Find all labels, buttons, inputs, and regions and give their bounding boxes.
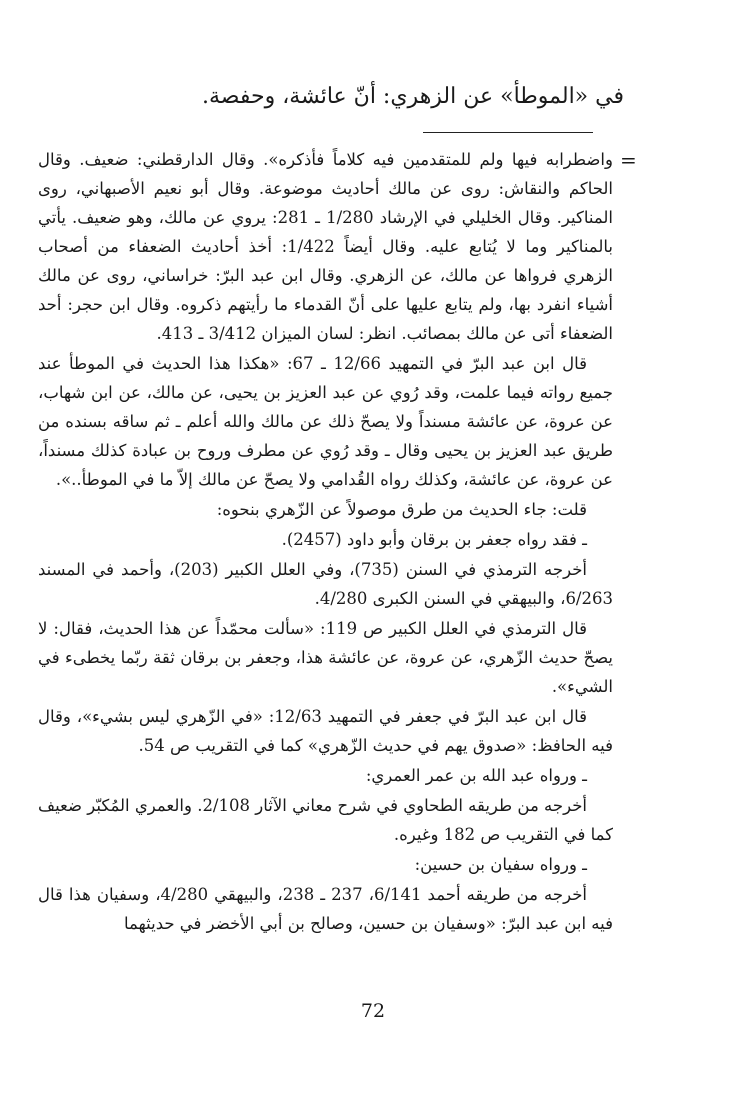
paragraph-continued: واضطرابه فيها ولم للمتقدمين فيه كلاماً فأذكره». وقال الدارقطني: ضعيف. وقال الحاكم والنقاش: روى عن مالك أحاديث موضوعة. وقال أبو نعيم الأصبهاني، روى المناكير. وقال الخليلي في الإرشاد 1/280 ـ 281: يروي عن مالك، وهو ضعيف. يأتي بالمناكير وما لا يُتابع عليه. وقال أيضاً 1/422: أخذ أحاديث الضعفاء من أصحاب الزهري فرواها عن مالك، عن الزهري. وقال ابن عبد البرّ: خراساني، روى عن مالك أشياء انفرد بها، ولم يتابع عليها على أنّ القدماء ما رأيتهم ذكروه. وقال ابن حجر: أحد الضعفاء أتى عن مالك بمصائب. انظر: لسان الميزان 3/412 ـ 413. bbox=[38, 150, 613, 343]
paragraph-qultu: قلت: جاء الحديث من طرق موصولاً عن الزّهري بنحوه: bbox=[216, 500, 587, 519]
continuation-mark: = bbox=[620, 148, 637, 172]
footnote-text bbox=[38, 145, 613, 939]
paragraph-jafar-tamhid: قال ابن عبد البرّ في جعفر في التمهيد 12/63: «في الزّهري ليس بشيء»، وقال فيه الحافظ: «صدوق يهم في حديث الزّهري» كما في التقريب ص 54. bbox=[38, 707, 613, 755]
paragraph-jafar: ـ فقد رواه جعفر بن برقان وأبو داود (2457). bbox=[281, 530, 587, 549]
page-number: 72 bbox=[360, 1000, 386, 1022]
paragraph-tirmidhi-ilal: قال الترمذي في العلل الكبير ص 119: «سألت محمّداً عن هذا الحديث، فقال: لا يصحّ حديث الزّهري، عن عروة، عن عائشة هذا، وجعفر بن برقان ثقة ربّما يخطىء في الشيء». bbox=[38, 619, 613, 696]
running-header: في «الموطأ» عن الزهري: أنّ عائشة، وحفصة. bbox=[201, 84, 624, 109]
header-rule bbox=[423, 132, 593, 133]
paragraph-umari: ـ ورواه عبد الله بن عمر العمري: bbox=[365, 766, 587, 785]
paragraph-ahmad: أخرجه من طريقه أحمد 6/141، 237 ـ 238، والبيهقي 4/280، وسفيان هذا قال فيه ابن عبد البرّ: «وسفيان بن حسين، وصالح بن أبي الأخضر في حديثهما bbox=[38, 885, 613, 933]
paragraph-sufyan: ـ ورواه سفيان بن حسين: bbox=[414, 855, 587, 874]
paragraph-tahawi: أخرجه من طريقه الطحاوي في شرح معاني الآثار 2/108. والعمري المُكبّر ضعيف كما في التقريب ص 182 وغيره. bbox=[37, 796, 613, 844]
paragraph-ibn-abd-albarr: قال ابن عبد البرّ في التمهيد 12/66 ـ 67: «هكذا هذا الحديث في الموطأ عند جميع رواته فيما علمت، وقد رُوي عن عبد العزيز بن يحيى، عن مالك، عن ابن شهاب، عن عروة، عن عائشة مسنداً ولا يصحّ ذلك عن مالك والله أعلم ـ ثم ساقه بسنده من طريق عبد العزيز بن يحيى وقال ـ وقد رُوي عن مطرف وروح بن عبادة كذلك مسنداً، عن عروة، عن عائشة، وكذلك رواه القُدامي ولا يصحّ عن مالك إلاّ ما في الموطأ..». bbox=[38, 354, 613, 489]
paragraph-tirmidhi-source: أخرجه الترمذي في السنن (735)، وفي العلل الكبير (203)، وأحمد في المسند 6/263، والبيهقي في السنن الكبرى 4/280. bbox=[38, 560, 613, 608]
